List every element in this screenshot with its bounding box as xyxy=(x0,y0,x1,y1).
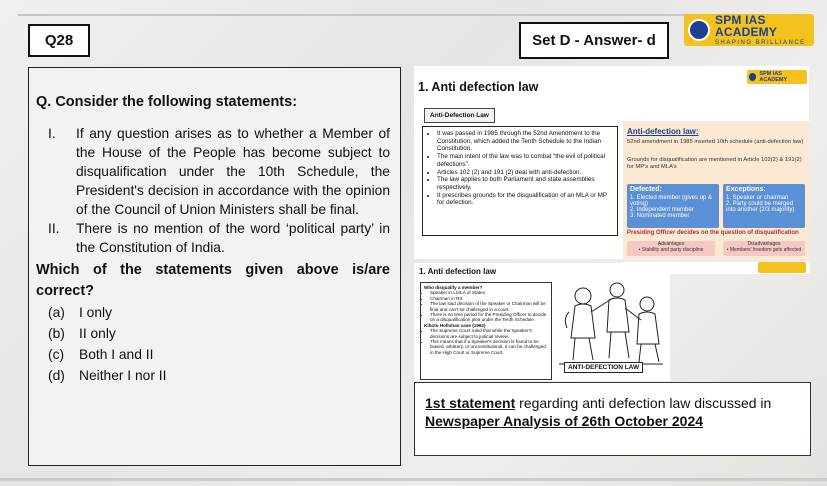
ref1-exceptions-box xyxy=(723,184,805,228)
ref1-defected-box xyxy=(627,184,719,228)
statement-1 xyxy=(36,124,390,219)
reference-text: regarding anti defection law discussed in xyxy=(515,395,772,411)
list-item: 1. Speaker or chairman xyxy=(726,195,789,201)
option-c-letter: (c) xyxy=(48,347,65,362)
ref1-panel-line-2: Grounds for disqualification are mentioned in Article 102(2) & 191(2) for MP’s and MLA’s xyxy=(627,157,802,170)
ref1-panel-heading: Anti-defection law: xyxy=(627,127,699,136)
question-number: Q28 xyxy=(44,32,74,49)
option-a[interactable] xyxy=(36,302,390,323)
reference-image-anti-defection-law xyxy=(414,66,809,259)
reference-source: Newspaper Analysis of 26th October 2024 xyxy=(425,413,704,429)
logo-title: SPM IAS ACADEMY xyxy=(715,13,778,39)
statement-2-number: II. xyxy=(48,221,60,236)
academy-logo xyxy=(684,14,814,46)
logo-subtitle: SHAPING BRILLIANCE xyxy=(715,40,806,46)
option-b-text: II only xyxy=(79,326,116,341)
ref1-title: 1. Anti defection law xyxy=(418,80,539,94)
reference-statement: 1st statement xyxy=(425,395,516,411)
option-d-text: Neither I nor II xyxy=(79,368,167,383)
ref1-exceptions-title: Exceptions: xyxy=(726,186,766,193)
reference-image-strip xyxy=(622,262,810,274)
statement-1-text: If any question arises as to whether a Member of the House of the People has become subject to disqualification under the 10th Schedule, the President's decision in accordance with the opinion of the Council of Union Ministers shall be final. xyxy=(76,126,390,217)
ref1-panel-line-1: 52nd amendment in 1985 inserted 10th schedule (anti-defection law) xyxy=(627,139,804,145)
ref2-case-list xyxy=(424,328,548,355)
logo-badge-icon xyxy=(688,19,710,41)
bottom-divider xyxy=(0,478,827,481)
list-item: • This means that if a Speaker's decision is found to be biased, arbitrary, or unconstitutional, it can be challenged in the High Court or Supreme Court. xyxy=(430,339,548,355)
question-panel xyxy=(28,67,401,466)
ref1-logo xyxy=(747,70,807,84)
list-item: • The law said decision of the Speaker or Chairman will be final and can't be challenged in a court. xyxy=(430,301,548,312)
ref1-presiding-note: Presiding Officer decides on the question of disqualification xyxy=(627,230,799,236)
list-item: • It prescribes grounds for the disqualification of an MLA or MP for defection. xyxy=(437,192,613,207)
list-item: • Articles 102 (2) and 191 (2) deal with anti-defection. xyxy=(437,169,613,177)
ref3-logo-icon xyxy=(758,262,806,273)
statement-1-number: I. xyxy=(48,126,56,141)
reference-note xyxy=(414,382,811,456)
ref1-defected-title: Defected: xyxy=(630,186,662,193)
statement-2-text: There is no mention of the word ‘political party’ in the Constitution of India. xyxy=(76,221,390,255)
ref2-subhead: Who disqualify a member? xyxy=(424,285,483,290)
option-c-text: Both I and II xyxy=(79,347,154,362)
list-item: • Chairman in RS xyxy=(430,296,548,301)
ref2-title: 1. Anti defection law xyxy=(419,267,497,276)
ref1-advantages-item: • Stability and party discipline xyxy=(638,247,704,253)
option-a-letter: (a) xyxy=(48,305,65,320)
ref1-summary-panel xyxy=(623,121,809,259)
ref2-bullet-list xyxy=(424,290,548,322)
statement-2 xyxy=(36,219,390,257)
ref1-disadvantages-item: • Members' freedom gets affected xyxy=(726,247,802,253)
answer-text: Set D - Answer- d xyxy=(532,32,656,49)
option-c[interactable] xyxy=(36,344,390,365)
ref1-disadvantages-box xyxy=(723,241,805,256)
list-item: • It was passed in 1985 through the 52nd Amendment to the Constitution, which added the Tenth Schedule to the Indian Constitution. xyxy=(437,130,613,153)
ref1-advantages-box xyxy=(627,241,715,256)
list-item: 3. Nominated member xyxy=(630,213,690,219)
list-item: 2. Independent member xyxy=(630,207,694,213)
option-d-letter: (d) xyxy=(48,368,65,383)
ref1-logo-badge-icon xyxy=(749,73,756,81)
reference-image-anti-defection-cartoon xyxy=(414,263,670,381)
ref1-disadvantages-title: Disadvantages xyxy=(747,241,781,247)
ref1-advantages-title: Advantages xyxy=(657,241,685,247)
list-item: 1. Elected member (gives up & voting) xyxy=(630,195,713,207)
option-b-letter: (b) xyxy=(48,326,65,341)
ref2-case-title: Kihoto Hollohan case (1992) xyxy=(424,322,486,328)
list-item: • The law applies to both Parliament and state assemblies respectively. xyxy=(437,176,613,191)
answer-box xyxy=(519,22,669,59)
ref2-cartoon-label: ANTI-DEFECTION LAW xyxy=(564,362,643,373)
list-item: • The Supreme Court ruled that while the Speaker's decisions are subject to judicial review. xyxy=(430,328,548,339)
list-item: • The main intent of the law was to combat “the evil of political defections”. xyxy=(437,153,613,168)
ref2-text-box xyxy=(420,282,552,380)
ref1-label: Anti-Defection Law xyxy=(424,108,495,123)
list-item: • Speaker in LS/LA of States xyxy=(430,290,548,295)
ref1-bullet-list xyxy=(422,126,618,236)
option-d[interactable] xyxy=(36,365,390,386)
list-item: 2. Party could be merged into another (2/3 majority) xyxy=(726,201,795,213)
question-number-box xyxy=(28,24,90,57)
question-prompt: Which of the statements given above is/are correct? xyxy=(36,262,390,299)
option-b[interactable] xyxy=(36,323,390,344)
ref1-logo-text: SPM IAS ACADEMY xyxy=(759,71,788,83)
question-title: Q. Consider the following statements: xyxy=(36,94,298,110)
option-a-text: I only xyxy=(79,305,112,320)
list-item: • There is no time period for the Presiding Officer to decide on a disqualification plea under the Tenth Schedule. xyxy=(430,312,548,323)
